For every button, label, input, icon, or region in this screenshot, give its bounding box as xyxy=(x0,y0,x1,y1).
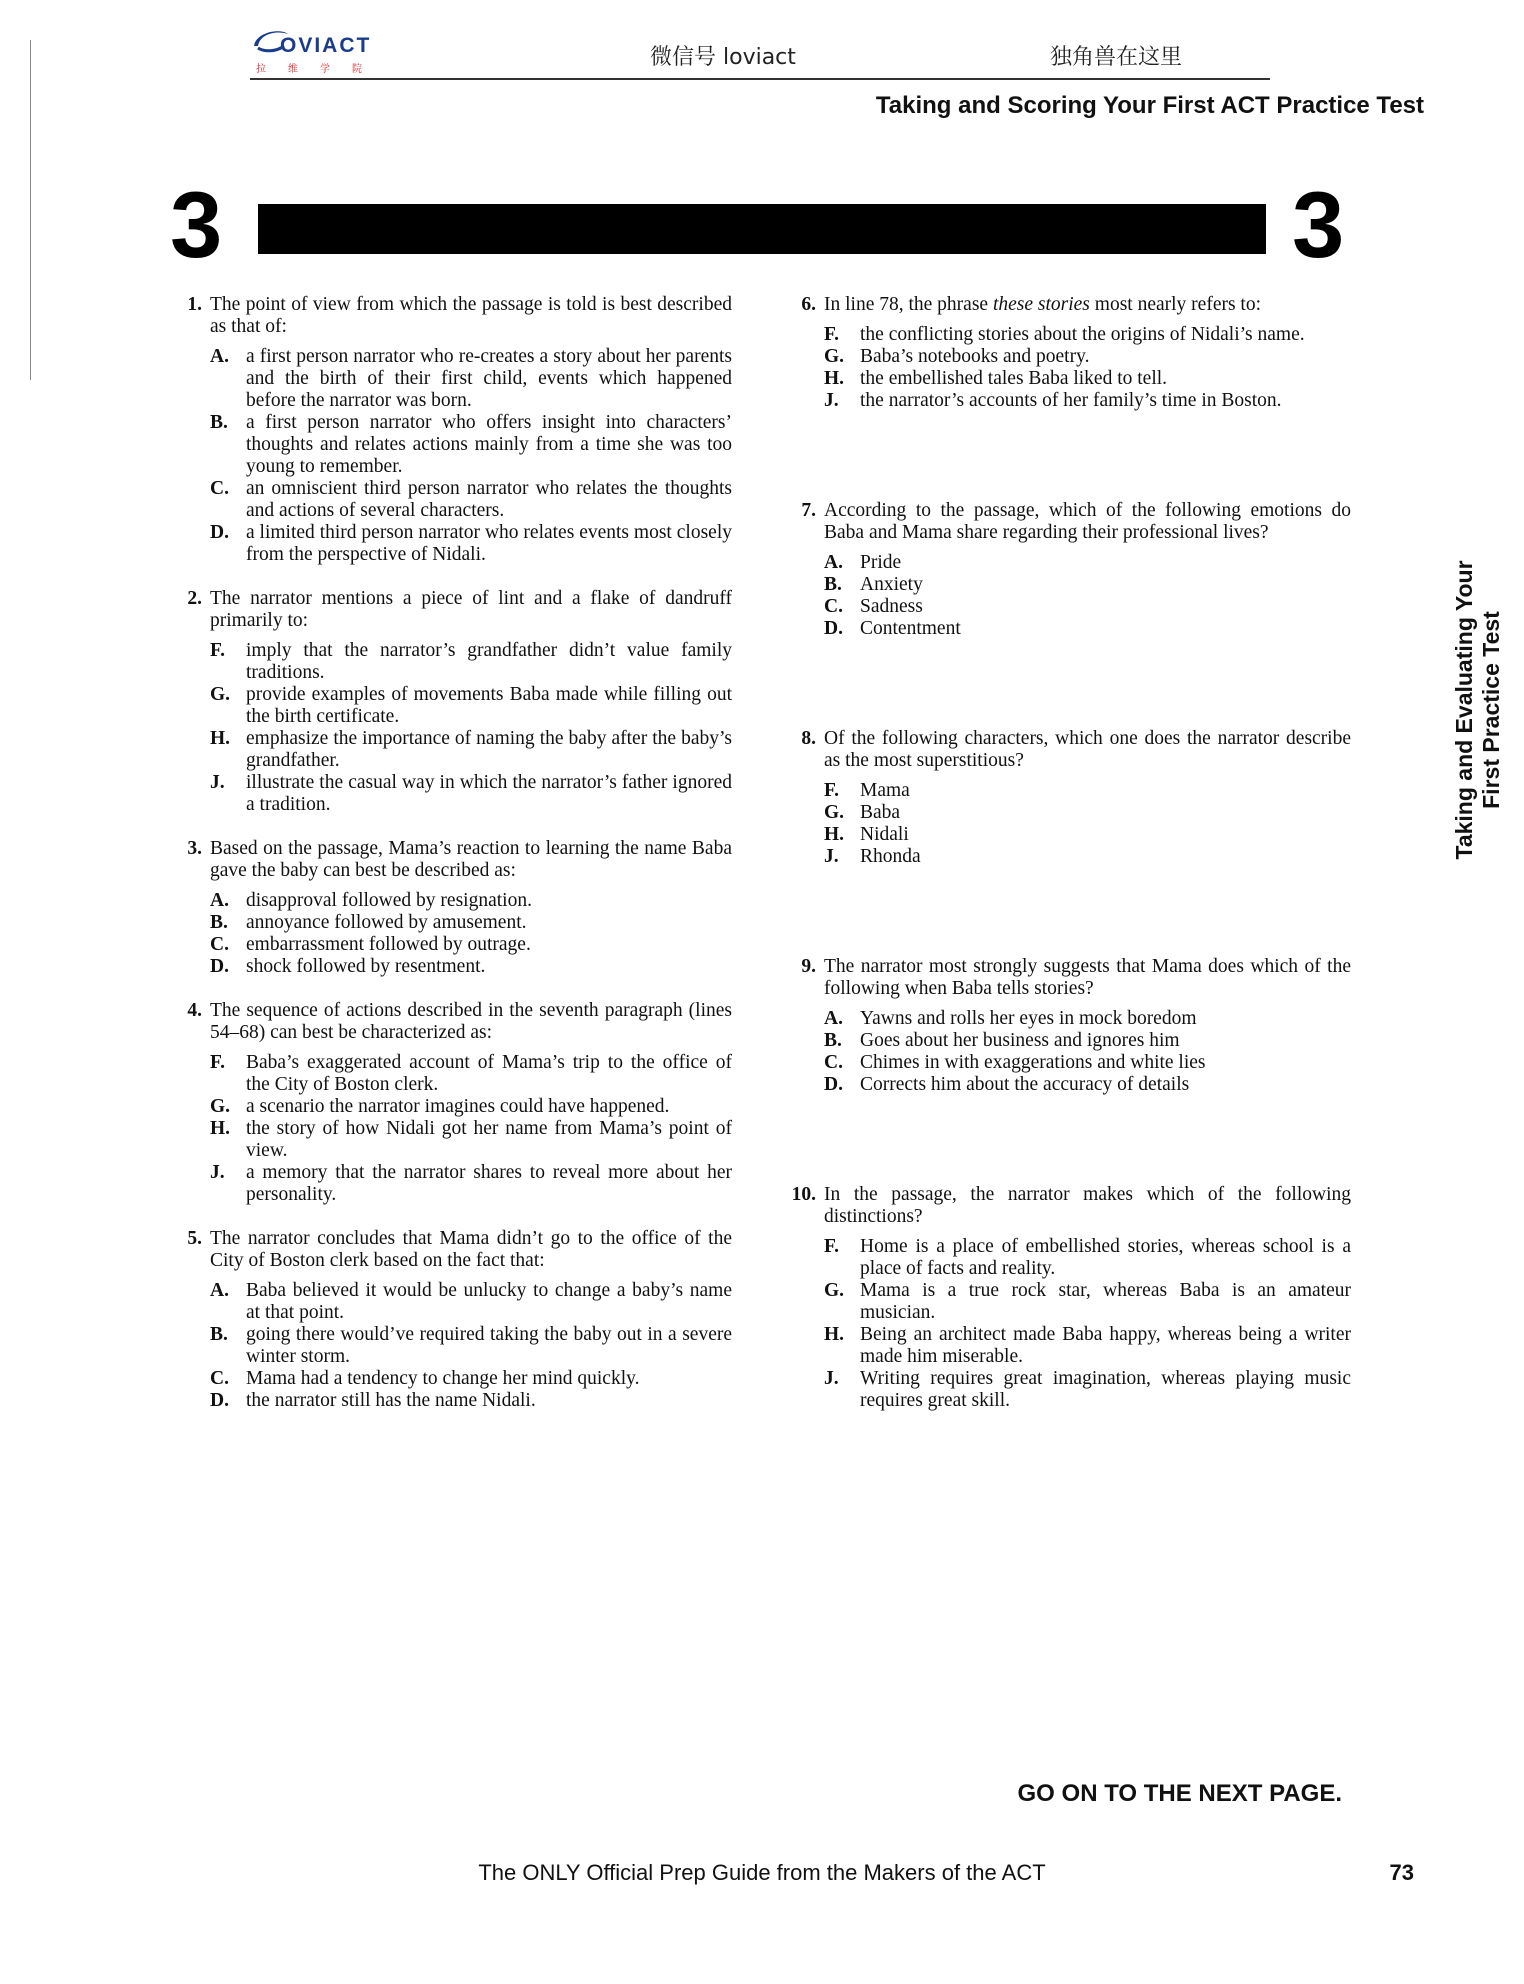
option-text: a memory that the narrator shares to reveal more about her personality. xyxy=(246,1162,732,1205)
question-stem: Based on the passage, Mama’s reaction to learning the name Baba gave the baby can best be described as: xyxy=(210,838,732,881)
option-letter: J. xyxy=(210,772,225,793)
answer-option[interactable] xyxy=(210,478,732,522)
option-text: emphasize the importance of naming the baby after the baby’s grandfather. xyxy=(246,728,732,771)
option-text: Mama is a true rock star, whereas Baba is an amateur musician. xyxy=(860,1280,1351,1323)
answer-option[interactable] xyxy=(824,1030,1351,1052)
question-stem: Of the following characters, which one does the narrator describe as the most superstitious? xyxy=(824,728,1351,771)
option-text: a first person narrator who re-creates a story about her parents and the birth of their first child, events which happened before the narrator was born. xyxy=(246,346,732,411)
option-letter: F. xyxy=(824,1236,839,1257)
option-text: the embellished tales Baba liked to tell. xyxy=(860,368,1168,389)
answer-options xyxy=(824,552,1351,640)
option-text: Home is a place of embellished stories, whereas school is a place of facts and reality. xyxy=(860,1236,1351,1279)
option-text: Mama xyxy=(860,780,910,801)
answer-option[interactable] xyxy=(824,390,1351,412)
answer-options xyxy=(824,324,1351,412)
option-text: embarrassment followed by outrage. xyxy=(246,934,531,955)
answer-option[interactable] xyxy=(824,1280,1351,1324)
option-letter: G. xyxy=(210,1096,231,1117)
answer-option[interactable] xyxy=(824,1052,1351,1074)
answer-option[interactable] xyxy=(824,1324,1351,1368)
option-letter: D. xyxy=(210,1390,229,1411)
stem-quoted-phrase: these stories xyxy=(992,294,1090,315)
answer-option[interactable] xyxy=(210,1390,732,1412)
option-letter: D. xyxy=(824,1074,843,1095)
option-letter: F. xyxy=(824,780,839,801)
option-letter: G. xyxy=(210,684,231,705)
footer-text: The ONLY Official Prep Guide from the Makers of the ACT xyxy=(478,1860,1046,1885)
option-letter: D. xyxy=(824,618,843,639)
option-text: Pride xyxy=(860,552,902,573)
side-tab-label xyxy=(1451,560,1505,859)
option-text: a limited third person narrator who relates events most closely from the perspective of Nidali. xyxy=(246,522,732,565)
answer-options xyxy=(824,1008,1351,1096)
answer-option[interactable] xyxy=(210,1324,732,1368)
answer-option[interactable] xyxy=(824,368,1351,390)
question-7 xyxy=(786,500,1351,640)
option-text: Goes about her business and ignores him xyxy=(860,1030,1180,1051)
option-letter: H. xyxy=(824,368,845,389)
section-number-left: 3 xyxy=(170,172,223,277)
question-number: 2. xyxy=(187,588,202,609)
question-10 xyxy=(786,1184,1351,1412)
option-letter: G. xyxy=(824,1280,845,1301)
answer-options xyxy=(210,1052,732,1206)
side-tab-line-2: First Practice Test xyxy=(1478,611,1504,809)
answer-option[interactable] xyxy=(210,1052,732,1096)
question-stem: The sequence of actions described in the seventh paragraph (lines 54–68) can best be characterized as: xyxy=(210,1000,732,1043)
answer-option[interactable] xyxy=(210,890,732,912)
header-slogan: 独角兽在这里 xyxy=(1050,45,1183,70)
option-letter: B. xyxy=(210,412,228,433)
answer-option[interactable] xyxy=(210,346,732,412)
question-stem: The point of view from which the passage is told is best described as that of: xyxy=(210,294,732,337)
option-text: Baba’s notebooks and poetry. xyxy=(860,346,1090,367)
question-5 xyxy=(172,1228,732,1412)
option-letter: G. xyxy=(824,802,845,823)
question-number: 4. xyxy=(187,1000,202,1021)
option-letter: J. xyxy=(824,1368,839,1389)
option-text: Baba xyxy=(860,802,901,823)
option-letter: C. xyxy=(210,1368,229,1389)
option-letter: C. xyxy=(210,934,229,955)
option-letter: B. xyxy=(824,1030,842,1051)
running-title: Taking and Scoring Your First ACT Practice Test xyxy=(875,92,1424,119)
option-text: the story of how Nidali got her name from Mama’s point of view. xyxy=(246,1118,732,1161)
answer-option[interactable] xyxy=(824,802,1351,824)
option-text: a first person narrator who offers insight into characters’ thoughts and relates actions mainly from a time she was too young to remember. xyxy=(246,412,732,477)
question-number: 5. xyxy=(187,1228,202,1249)
answer-options xyxy=(824,1236,1351,1412)
oviact-logo xyxy=(250,26,425,74)
answer-option[interactable] xyxy=(824,1074,1351,1096)
option-letter: C. xyxy=(824,596,843,617)
wechat-id: 微信号 loviact xyxy=(650,45,796,70)
answer-option[interactable] xyxy=(210,1096,732,1118)
answer-option[interactable] xyxy=(210,1280,732,1324)
option-text: Sadness xyxy=(860,596,923,617)
answer-option[interactable] xyxy=(824,846,1351,868)
question-stem: The narrator most strongly suggests that Mama does which of the following when Baba tells stories? xyxy=(824,956,1351,999)
answer-option[interactable] xyxy=(824,574,1351,596)
option-text: Rhonda xyxy=(860,846,921,867)
answer-option[interactable] xyxy=(824,552,1351,574)
answer-options xyxy=(824,780,1351,868)
option-text: going there would’ve required taking the baby out in a severe winter storm. xyxy=(246,1324,732,1367)
answer-options xyxy=(210,1280,732,1412)
option-letter: F. xyxy=(210,1052,225,1073)
option-text: Nidali xyxy=(860,824,909,845)
option-text: a scenario the narrator imagines could have happened. xyxy=(246,1096,670,1117)
logo-subtitle: 拉维学院 xyxy=(256,64,384,75)
question-number: 8. xyxy=(801,728,816,749)
option-letter: H. xyxy=(210,728,231,749)
answer-option[interactable] xyxy=(210,934,732,956)
question-1 xyxy=(172,294,732,566)
option-letter: J. xyxy=(824,846,839,867)
stem-text: most nearly refers to: xyxy=(1089,294,1262,315)
option-letter: B. xyxy=(210,912,228,933)
question-number: 9. xyxy=(801,956,816,977)
option-text: imply that the narrator’s grandfather didn’t value family traditions. xyxy=(246,640,732,683)
option-text: Writing requires great imagination, whereas playing music requires great skill. xyxy=(860,1368,1351,1411)
answer-option[interactable] xyxy=(210,1162,732,1206)
question-stem: The narrator concludes that Mama didn’t go to the office of the City of Boston clerk based on the fact that: xyxy=(210,1228,732,1271)
answer-option[interactable] xyxy=(824,618,1351,640)
question-stem: According to the passage, which of the following emotions do Baba and Mama share regarding their professional lives? xyxy=(824,500,1351,543)
option-text: Yawns and rolls her eyes in mock boredom xyxy=(860,1008,1197,1029)
answer-option[interactable] xyxy=(210,640,732,684)
stem-text: In line 78, the phrase xyxy=(824,294,993,315)
answer-option[interactable] xyxy=(824,324,1351,346)
answer-option[interactable] xyxy=(210,728,732,772)
question-number: 6. xyxy=(801,294,816,315)
page-number: 73 xyxy=(1389,1860,1414,1885)
answer-option[interactable] xyxy=(824,346,1351,368)
answer-option[interactable] xyxy=(210,1368,732,1390)
questions-left-column xyxy=(172,294,732,1412)
option-letter: C. xyxy=(210,478,229,499)
question-stem xyxy=(824,294,1351,316)
option-letter: H. xyxy=(210,1118,231,1139)
option-letter: F. xyxy=(210,640,225,661)
answer-option[interactable] xyxy=(210,956,732,978)
header-rule xyxy=(250,78,1270,80)
question-number: 3. xyxy=(187,838,202,859)
answer-option[interactable] xyxy=(210,684,732,728)
question-8 xyxy=(786,728,1351,868)
answer-option[interactable] xyxy=(210,772,732,816)
option-letter: A. xyxy=(210,890,229,911)
option-letter: J. xyxy=(824,390,839,411)
option-letter: G. xyxy=(824,346,845,367)
answer-option[interactable] xyxy=(210,1118,732,1162)
question-6 xyxy=(786,294,1351,412)
question-2 xyxy=(172,588,732,816)
questions-right-column xyxy=(786,294,1351,1412)
option-text: Anxiety xyxy=(860,574,923,595)
section-header-bar xyxy=(258,204,1266,254)
option-text: the narrator still has the name Nidali. xyxy=(246,1390,536,1411)
option-letter: D. xyxy=(210,522,229,543)
answer-option[interactable] xyxy=(210,412,732,478)
option-text: Contentment xyxy=(860,618,961,639)
side-tab-line-1: Taking and Evaluating Your xyxy=(1451,560,1477,860)
question-number: 10. xyxy=(791,1184,816,1205)
answer-option[interactable] xyxy=(824,596,1351,618)
question-number: 7. xyxy=(801,500,816,521)
answer-options xyxy=(210,346,732,566)
question-3 xyxy=(172,838,732,978)
answer-option[interactable] xyxy=(824,1236,1351,1280)
option-letter: C. xyxy=(824,1052,843,1073)
option-text: Mama had a tendency to change her mind quickly. xyxy=(246,1368,640,1389)
option-text: Chimes in with exaggerations and white lies xyxy=(860,1052,1206,1073)
option-text: annoyance followed by amusement. xyxy=(246,912,527,933)
answer-option[interactable] xyxy=(824,1008,1351,1030)
option-text: illustrate the casual way in which the narrator’s father ignored a tradition. xyxy=(246,772,732,815)
section-number-right: 3 xyxy=(1292,172,1345,277)
option-text: shock followed by resentment. xyxy=(246,956,486,977)
option-text: Being an architect made Baba happy, whereas being a writer made him miserable. xyxy=(860,1324,1351,1367)
option-letter: B. xyxy=(210,1324,228,1345)
option-text: the conflicting stories about the origins of Nidali’s name. xyxy=(860,324,1305,345)
option-letter: A. xyxy=(210,346,229,367)
option-text: provide examples of movements Baba made while filling out the birth certificate. xyxy=(246,684,732,727)
option-letter: B. xyxy=(824,574,842,595)
answer-option[interactable] xyxy=(210,912,732,934)
option-letter: A. xyxy=(824,1008,843,1029)
option-letter: D. xyxy=(210,956,229,977)
option-text: Baba believed it would be unlucky to change a baby’s name at that point. xyxy=(246,1280,732,1323)
option-letter: A. xyxy=(824,552,843,573)
answer-option[interactable] xyxy=(210,522,732,566)
option-letter: J. xyxy=(210,1162,225,1183)
scan-edge-line xyxy=(30,40,31,380)
option-text: the narrator’s accounts of her family’s time in Boston. xyxy=(860,390,1282,411)
go-on-next-page: GO ON TO THE NEXT PAGE. xyxy=(1017,1780,1342,1807)
option-text: Corrects him about the accuracy of details xyxy=(860,1074,1190,1095)
answer-option[interactable] xyxy=(824,824,1351,846)
answer-option[interactable] xyxy=(824,780,1351,802)
option-text: Baba’s exaggerated account of Mama’s trip to the office of the City of Boston clerk. xyxy=(246,1052,732,1095)
option-letter: H. xyxy=(824,1324,845,1345)
question-stem: In the passage, the narrator makes which of the following distinctions? xyxy=(824,1184,1351,1227)
option-letter: A. xyxy=(210,1280,229,1301)
question-stem: The narrator mentions a piece of lint and a flake of dandruff primarily to: xyxy=(210,588,732,631)
option-letter: H. xyxy=(824,824,845,845)
question-number: 1. xyxy=(187,294,202,315)
side-tab xyxy=(1438,540,1518,880)
answer-options xyxy=(210,890,732,978)
option-letter: F. xyxy=(824,324,839,345)
option-text: disapproval followed by resignation. xyxy=(246,890,532,911)
question-9 xyxy=(786,956,1351,1096)
logo-wordmark: OVIACT xyxy=(280,34,372,57)
answer-options xyxy=(210,640,732,816)
option-text: an omniscient third person narrator who relates the thoughts and actions of several characters. xyxy=(246,478,732,521)
answer-option[interactable] xyxy=(824,1368,1351,1412)
question-4 xyxy=(172,1000,732,1206)
